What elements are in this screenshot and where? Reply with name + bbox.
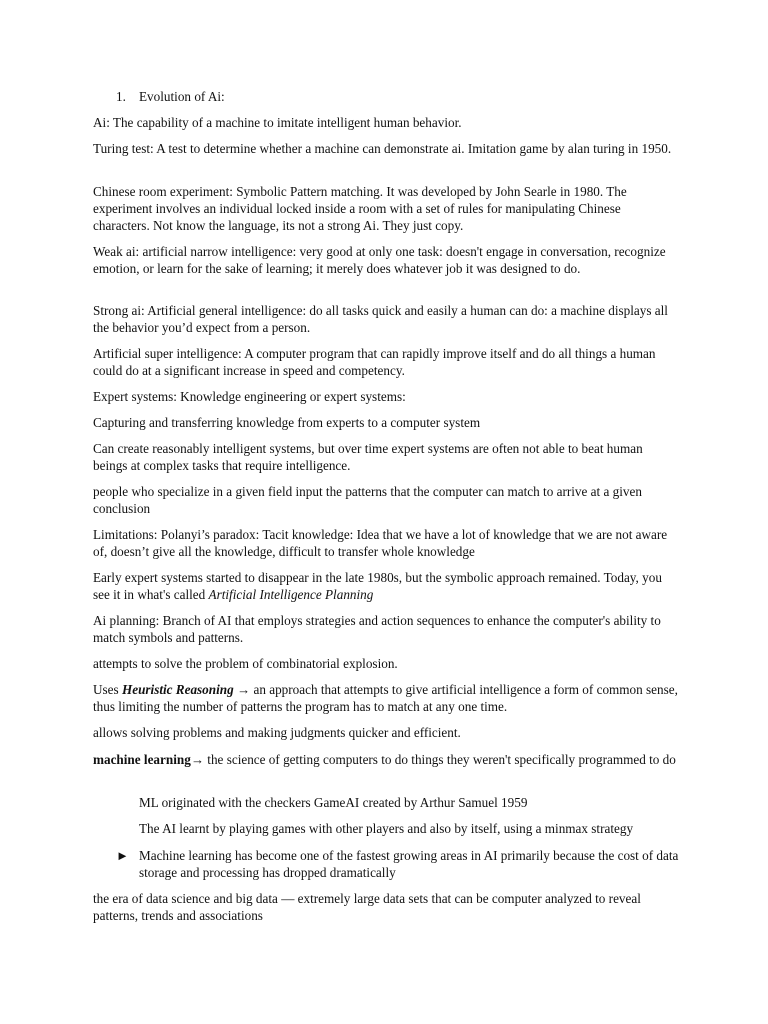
paragraph-ai-definition: Ai: The capability of a machine to imitate intelligent human behavior. <box>93 115 462 130</box>
paragraph-ml-origin: ML originated with the checkers GameAI created by Arthur Samuel 1959 <box>139 795 528 810</box>
ml-term: machine learning <box>93 752 191 767</box>
paragraph-era: the era of data science and big data — extremely large data sets that can be computer analyzed to reveal patterns, trends and associations <box>93 891 641 923</box>
paragraph-capturing: Capturing and transferring knowledge from experts to a computer system <box>93 415 481 430</box>
heuristic-lead: Uses <box>93 682 122 697</box>
paragraph-expert-systems: Expert systems: Knowledge engineering or expert systems: <box>93 389 406 404</box>
paragraph-early-expert <box>93 569 678 603</box>
paragraph-allows: allows solving problems and making judgments quicker and efficient. <box>93 725 461 740</box>
arrow-icon: → <box>233 682 254 697</box>
paragraph-strong-ai: Strong ai: Artificial general intelligence: do all tasks quick and easily a human can do: a machine displays all the behavior you’d expect from a person. <box>93 303 668 335</box>
section-heading: Evolution of Ai: <box>139 89 225 104</box>
paragraph-weak-ai: Weak ai: artificial narrow intelligence: very good at only one task: doesn't engage in conversation, recognize emotion, or learn for the sake of learning; it merely does whatever job it was designed to do. <box>93 244 666 276</box>
paragraph-people: people who specialize in a given field input the patterns that the computer can match to arrive at a given conclusion <box>93 484 642 516</box>
heading-number: 1. <box>116 89 126 104</box>
paragraph-super-intelligence: Artificial super intelligence: A computer program that can rapidly improve itself and do all things a human could do at a significant increase in speed and competency. <box>93 346 656 378</box>
paragraph-heuristic <box>93 681 678 715</box>
paragraph-limitations: Limitations: Polanyi’s paradox: Tacit knowledge: Idea that we have a lot of knowledge that we are not aware of, doesn’t give all the knowledge, difficult to transfer whole knowledge <box>93 527 668 559</box>
ai-planning-italic: Artificial Intelligence Planning <box>208 587 374 602</box>
paragraph-attempts: attempts to solve the problem of combinatorial explosion. <box>93 656 398 671</box>
bullet-arrow-icon: ► <box>116 848 129 863</box>
paragraph-can-create: Can create reasonably intelligent systems, but over time expert systems are often not able to beat human beings at complex tasks that require intelligence. <box>93 441 643 473</box>
paragraph-chinese-room: Chinese room experiment: Symbolic Pattern matching. It was developed by John Searle in 1980. The experiment involves an individual locked inside a room with a set of rules for manipulating Chinese characters. Not know the language, its not a strong Ai. They just copy. <box>93 184 627 233</box>
arrow-icon: → <box>190 752 208 767</box>
heuristic-term: Heuristic Reasoning <box>121 682 234 697</box>
heuristic-text: an approach that attempts to give artificial intelligence a form of common sense, thus limiting the number of patterns the program has to match at any one time. <box>93 682 678 714</box>
ml-text: the science of getting computers to do things they weren't specifically programmed to do <box>207 752 676 767</box>
paragraph-machine-learning <box>93 751 678 768</box>
early-text: Early expert systems started to disappear in the late 1980s, but the symbolic approach remained. Today, you see it in what's called <box>93 570 662 602</box>
paragraph-turing-test: Turing test: A test to determine whether a machine can demonstrate ai. Imitation game by alan turing in 1950. <box>93 141 672 156</box>
paragraph-ai-planning: Ai planning: Branch of AI that employs strategies and action sequences to enhance the computer's ability to match symbols and patterns. <box>93 613 661 645</box>
bullet-text: Machine learning has become one of the fastest growing areas in AI primarily because the cost of data storage and processing has dropped dramatically <box>139 848 679 880</box>
paragraph-ai-learnt: The AI learnt by playing games with other players and also by itself, using a minmax strategy <box>139 821 634 836</box>
